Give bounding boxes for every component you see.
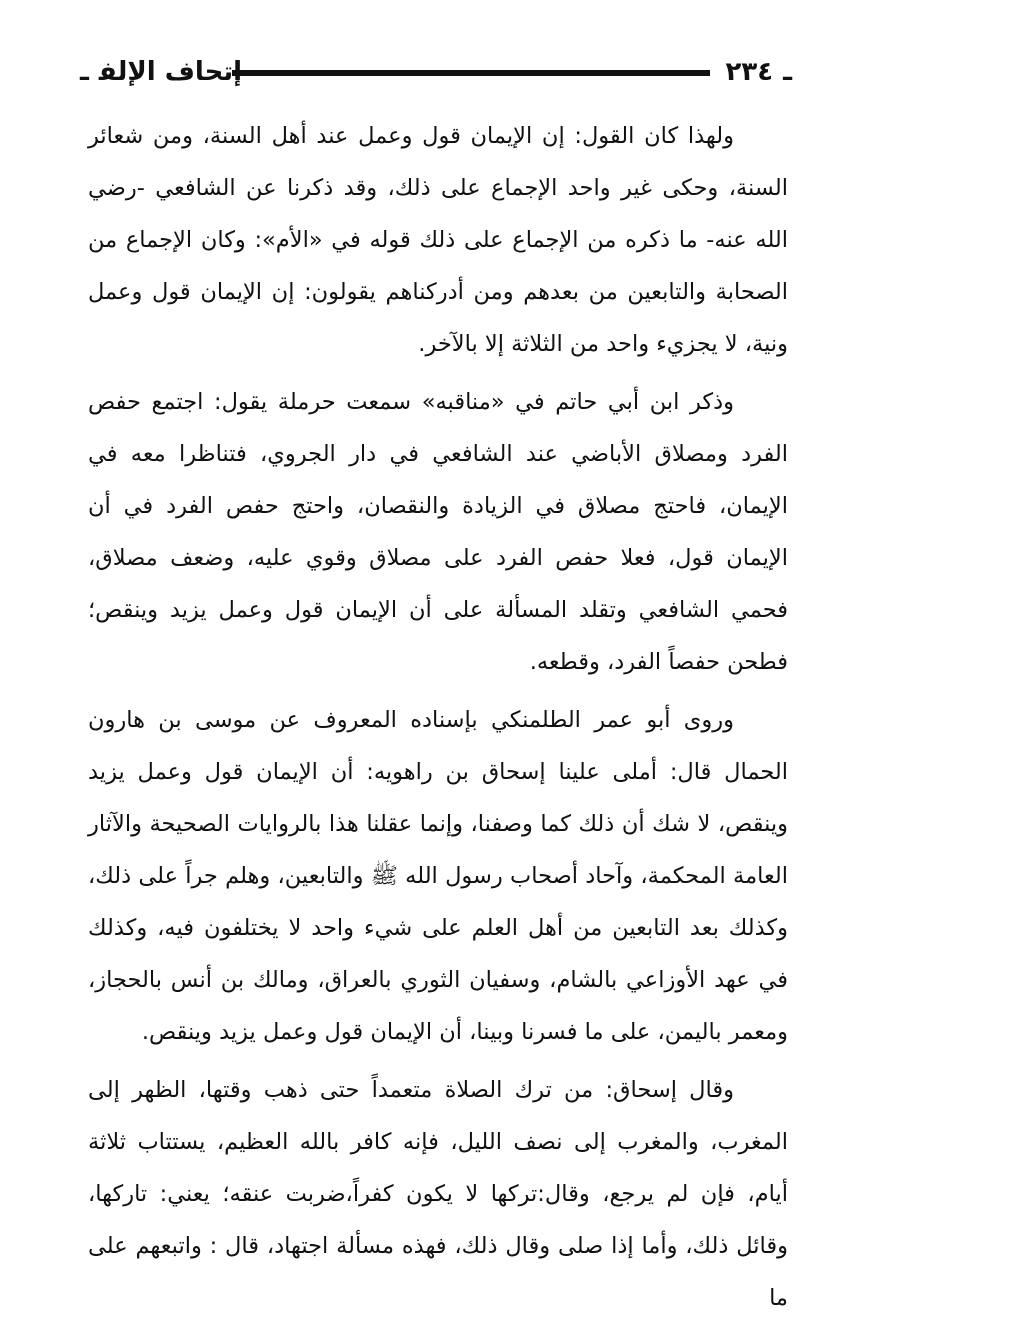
paragraph-2: وذكر ابن أبي حاتم في «مناقبه» سمعت حرملة يقول: اجتمع حفص الفرد ومصلاق الأباضي عند الشافعي في دار الجروي، فتناظرا معه في الإيمان، فاحتج مصلاق في الزيادة والنقصان، واحتج حفص الفرد في أن الإيمان قول، فعلا حفص الفرد على مصلاق وقوي عليه، وضعف مصلاق، فحمي الشافعي وتقلد المسألة على أن الإيمان قول وعمل يزيد وينقص؛ فطحن حفصاً الفرد، وقطعه. [88, 389, 788, 675]
body-text [88, 110, 788, 1330]
book-title-dash: ـ [80, 57, 89, 87]
paragraph-1: ولهذا كان القول: إن الإيمان قول وعمل عند أهل السنة، ومن شعائر السنة، وحكى غير واحد الإجماع على ذلك، وقد ذكرنا عن الشافعي -رضي الله عنه- ما ذكره من الإجماع على ذلك قوله في «الأم»: وكان الإجماع من الصحابة والتابعين من بعدهم ومن أدركناهم يقولون: إن الإيمان قول وعمل ونية، لا يجزيء واحد من الثلاثة إلا بالآخر. [88, 123, 788, 357]
paragraph-4: وقال إسحاق: من ترك الصلاة متعمداً حتى ذهب وقتها، الظهر إلى المغرب، والمغرب إلى نصف الليل، فإنه كافر بالله العظيم، يستتاب ثلاثة أيام، فإن لم يرجع، وقال:تركها لا يكون كفراً،ضربت عنقه؛ يعني: تاركها، وقائل ذلك، وأما إذا صلى وقال ذلك، فهذه مسألة اجتهاد، قال : واتبعهم على ما [88, 1077, 788, 1311]
book-title-text: إتحاف الإلف [98, 57, 243, 87]
header-rule [232, 70, 710, 76]
page-number-value: ٢٣٤ [725, 57, 774, 87]
page-number-dash: ـ [783, 57, 792, 87]
running-header [80, 50, 792, 96]
page-number [726, 54, 793, 90]
paragraph-3: وروى أبو عمر الطلمنكي بإسناده المعروف عن موسى بن هارون الحمال قال: أملى علينا إسحاق بن راهويه: أن الإيمان قول وعمل يزيد وينقص، لا شك أن ذلك كما وصفنا، وإنما عقلنا هذا بالروايات الصحيحة والآثار العامة المحكمة، وآحاد أصحاب رسول الله ﷺ والتابعين، وهلم جراً على ذلك، وكذلك بعد التابعين من أهل العلم على شيء واحد لا يختلفون فيه، وكذلك في عهد الأوزاعي بالشام، وسفيان الثوري بالعراق، ومالك بن أنس بالحجاز، ومعمر باليمن، على ما فسرنا وبينا، أن الإيمان قول وعمل يزيد وينقص. [88, 707, 788, 1045]
book-title [80, 54, 242, 90]
